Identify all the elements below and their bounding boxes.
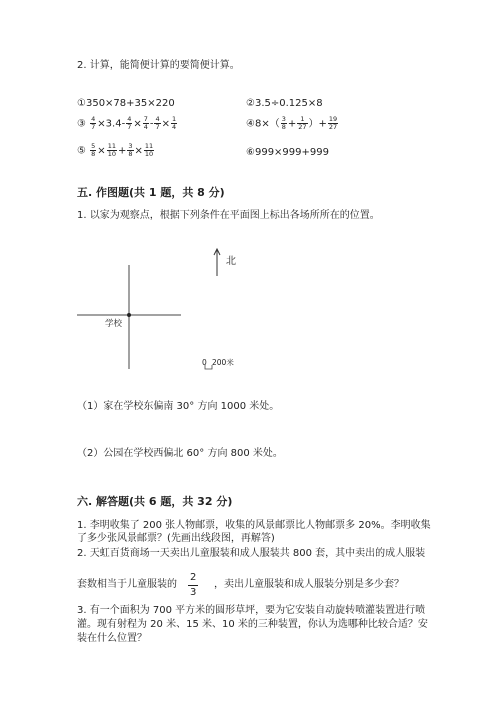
calc-item-4: ④8×（ $\frac{3}{8}$ + $\frac{1}{27}$ ）+ $\frac{19}{27}$ [246, 115, 338, 131]
fraction: $\frac{4}{7}$ [91, 115, 96, 131]
fraction: $\frac{4}{7}$ [155, 115, 160, 131]
north-label: 北 [226, 256, 236, 267]
sec6-q2-line1: 2. 天虹百货商场一天卖出儿童服装和成人服装共 800 套，其中卖出的成人服装 [77, 548, 426, 559]
calc-item-5: ⑤ $\frac{5}{8}$ × $\frac{11}{10}$ + $\frac{3}{8}$ × $\frac{11}{10}$ [77, 142, 154, 158]
expression: 350×78+35×220 [85, 98, 175, 109]
condition-1: （1）家在学校东偏南 30° 方向 1000 米处。 [77, 401, 280, 412]
q2-title: 2. 计算，能简便计算的要简便计算。 [77, 60, 240, 71]
item-number: ① [77, 98, 86, 109]
scale-label: 200米 [212, 358, 234, 367]
fraction: $\frac{4}{7}$ [127, 115, 132, 131]
scale-zero: 0 [202, 358, 207, 367]
fraction: $\frac{7}{4}$ [143, 115, 148, 131]
sec6-q2-line2-post: ，卖出儿童服装和成人服装分别是多少套？ [214, 579, 404, 590]
section-6-heading: 六. 解答题(共 6 题，共 32 分) [77, 495, 233, 508]
school-label: 学校 [105, 319, 123, 329]
calc-item-3: ③ $\frac{4}{7}$ ×3.4- $\frac{4}{7}$ × $\frac{7}{4}$ - $\frac{4}{7}$ × $\frac{1}{4}$ [77, 115, 177, 131]
item-number: ③ [77, 118, 86, 130]
expression: 3.5÷0.125×8 [254, 98, 323, 109]
item-number: ② [246, 98, 255, 109]
fraction: $\frac{11}{10}$ [144, 142, 154, 158]
sec6-q3-line1: 3. 有一个面积为 700 平方米的圆形草坪，要为它安装自动旋转喷灌装置进行喷 [77, 605, 426, 616]
condition-2: （2）公园在学校西偏北 60° 方向 800 米处。 [77, 448, 283, 459]
fraction: $\frac{5}{8}$ [91, 142, 96, 158]
fraction: $\frac{3}{8}$ [281, 115, 286, 131]
item-number: ⑤ [77, 145, 86, 157]
item-number: ④ [246, 118, 255, 130]
fraction: $\frac{11}{10}$ [107, 142, 116, 158]
sec6-q2-fraction: $\frac{2}{3}$ [190, 572, 197, 598]
fraction: $\frac{1}{27}$ [298, 115, 307, 131]
section-5-heading: 五. 作图题(共 1 题，共 8 分) [77, 186, 225, 199]
fraction: $\frac{1}{4}$ [172, 115, 177, 131]
sec5-question-1: 1. 以家为观察点，根据下列条件在平面图上标出各场所所在的位置。 [77, 210, 380, 221]
sec6-q3-line2: 灌。现有射程为 20 米、15 米、10 米的三种装置，你认为选哪种比较合适？安 [77, 619, 428, 630]
fraction: $\frac{19}{27}$ [328, 115, 338, 131]
item-number: ⑥ [246, 147, 255, 158]
fraction: $\frac{3}{8}$ [128, 142, 133, 158]
sec6-q3-line3: 装在什么位置？ [77, 633, 147, 644]
sec6-q1-line1: 1. 李明收集了 200 张人物邮票，收集的风景邮票比人物邮票多 20%。李明收集 [77, 520, 431, 531]
sec6-q2-line2-pre: 套数相当于儿童服装的 [77, 579, 177, 590]
sec6-q1-line2: 了多少张风景邮票？(先画出线段图，再解答) [77, 533, 275, 544]
expression: 999×999+999 [254, 147, 329, 158]
school-point [127, 313, 131, 317]
north-arrow [214, 249, 220, 276]
